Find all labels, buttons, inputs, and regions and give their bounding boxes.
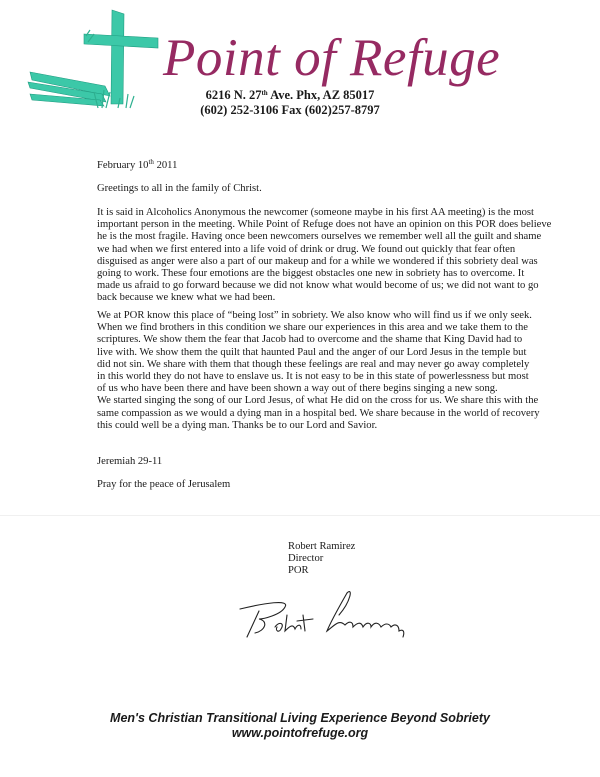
paragraph-line: same compassion as we would a dying man in a hospital bed. We share because in the world of recovery [97,407,540,419]
handwritten-signature [235,585,435,640]
paragraph-line: When we find brothers in this condition we share our experiences in this area and we take them to the [97,322,528,334]
footer-website[interactable]: www.pointofrefuge.org [231,726,369,740]
address-number: 6216 N. 27 [205,88,262,102]
paragraph-line: made us afraid to go forward because we did not know what would become of us; we did not want to go [97,280,539,292]
paragraph-line: this could well be a dying man. Thanks be to our Lord and Savior. [97,419,378,431]
signer-title: Director [288,553,324,565]
footer-tagline: Men's Christian Transitional Living Experience Beyond Sobriety [110,711,490,725]
fold-line [0,515,600,516]
paragraph-line: he is the most fragile. Having once been newcomers ourselves we remember well all the guilt and shame [97,231,542,243]
paragraph-line: going to work. These four emotions are the biggest obstacles one new in sobriety has to overcome. It [97,267,525,279]
paragraph-line: we had when we first entered into a life void of drink or drug. We found out quickly that fear often [97,243,516,255]
phone-fax: (602) 252-3106 Fax (602)257-8797 [200,103,380,117]
paragraph-line: We at POR know this place of “being lost” in sobriety. We also know who will find us if we only seek. [97,310,532,321]
date-prefix: February 10 [97,160,149,171]
signer-name: Robert Ramirez [288,541,356,552]
letter-date [97,160,177,172]
paragraph-line: disguised as anger were also a part of our makeup and for a while we wondered if this sobriety deal was [97,255,538,267]
paragraph-line: scriptures. We show them the fear that Jacob had to overcome and the shame that King David had to [97,334,523,346]
date-sup: th [148,158,154,166]
organization-title: Point of Refuge [163,29,501,87]
paragraph-line: We started singing the song of our Lord Jesus, of what He did on the cross for us. We share this with the [97,395,539,407]
paragraph-line: live with. We show them the quilt that haunted Paul and the anger of our Lord Jesus in the temple but [97,346,527,358]
address-rest: Ave. Phx, AZ 85017 [267,88,375,102]
paragraph-2 [97,310,540,432]
paragraph-line: It is said in Alcoholics Anonymous the newcomer (someone maybe in his first AA meeting) is the most [97,207,534,218]
paragraph-1 [97,207,551,305]
address-sup: th [261,89,268,97]
paragraph-line: in this world they do not have to enslave us. It is not easy to be in this state of powerlessness but most [97,370,529,382]
signature-block [288,541,355,578]
cross-icon [10,4,160,109]
address [190,88,390,103]
signer-org: POR [288,565,309,577]
paragraph-line: back because we knew what we had been. [97,292,276,304]
closing-prayer: Pray for the peace of Jerusalem [97,479,231,490]
paragraph-line: did not sin. We share with them that though these feelings are real and may never go away completely [97,358,530,370]
paragraph-line: of us who have been there and have been shown a way out of there begins singing a new song. [97,383,498,395]
date-suffix: 2011 [153,160,178,171]
greeting: Greetings to all in the family of Christ. [97,183,262,194]
scripture-reference: Jeremiah 29-11 [97,456,163,467]
paragraph-line: important person in the meeting. While Point of Refuge does not have an opinion on this POR does believe [97,219,552,231]
